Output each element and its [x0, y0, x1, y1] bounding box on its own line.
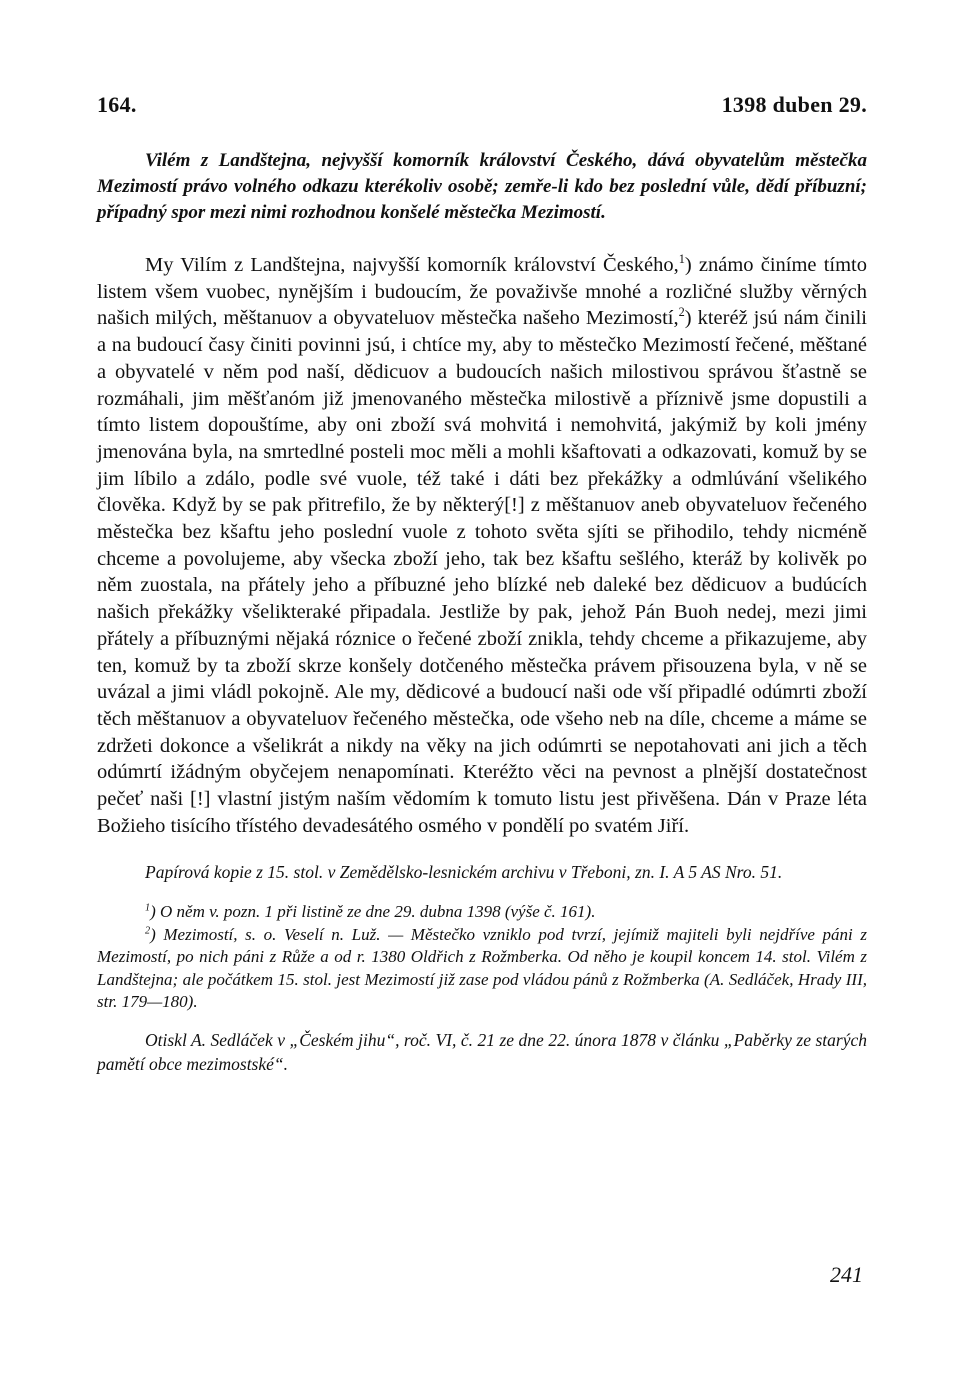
charter-text-part-2: ) známo činíme tímto listem všem vuobec, nynějším i budoucím, že považivše mnohé a rozličné služby věrných našich milých, měštanuov a obyvateluov městečka našeho Mezimostí, — [97, 254, 867, 330]
footnote-ref-2: 2 — [678, 305, 685, 320]
charter-text — [97, 252, 867, 839]
edition-note: Otiskl A. Sedláček v „Českém jihu“, roč. VI, č. 21 ze dne 22. února 1878 v článku „Paběrky ze starých pamětí obce mezimostské“. — [97, 1029, 867, 1074]
footnote-marker: 2 — [145, 925, 151, 937]
footnotes — [97, 901, 867, 1014]
footnote-ref-1: 1 — [678, 252, 685, 267]
page-content — [97, 92, 867, 1093]
document-header — [97, 92, 867, 118]
document-number: 164. — [97, 92, 137, 117]
charter-text-part-1: My Vilím z Landštejna, najvyšší komorník království Českého, — [145, 254, 679, 276]
footnote-marker: 1 — [145, 902, 151, 914]
footnote-text: ) O něm v. pozn. 1 při listině ze dne 29. dubna 1398 (výše č. 161). — [150, 902, 596, 922]
footnote-2 — [97, 924, 867, 1014]
footnote-text: ) Mezimostí, s. o. Veselí n. Luž. — Městečko vzniklo pod tvrzí, jejímiž majiteli byli nejdříve páni z Mezimostí, po nich páni z Růže a od r. 1380 Oldřich z Rožmberka. Od něho je koupil koncem 14. stol. Vilém z Landštejna; ale počátkem 15. stol. jest Mezimostí již zase pod vládou pánů z Rožmberka (A. Sedláček, Hrady III, str. 179—180). — [97, 924, 867, 1012]
page-number: 241 — [830, 1262, 863, 1287]
document-date: 1398 duben 29. — [721, 92, 867, 117]
charter-text-part-3: ) kteréž jsú nám činili a na budoucí časy činiti povinni jsú, i chtíce my, aby to městečko Mezimostí řečené, měštané a obyvatelé v něm pod naší, dědicuov a budoucích našich milostivou správou šťastně se rozmáhali, jim měšťanóm již jmenovaného městečka milostivě a příznivě jsme dopustili a tímto listem dopouštíme, aby oni zboží svá mohvitá i nemohvitá, jakýmiž by koli jmény jmenována byla, na smrtedlné posteli moc měli a mohli kšaftovati a odkazovati, komuž by se jim líbilo a zdálo, podle své vuole, též také i dáti bez překážky a odmlúvání všelikého člověka. Když by se pak přitrefilo, že by některý[!] z měštanuov aneb obyvateluov řečeného městečka bez kšaftu jeho poslední vuole z tohoto světa sjíti se přihodilo, tehdy nicméně chceme a povolujeme, aby všecka zboží jeho, tak bez kšaftu sešlého, kteráž by kolivěk po něm zuostala, na přátely jeho a příbuzné jeho blízké neb daleké bez dědicuov a budúcích našich překážky všelikteraké připadala. Jestliže by pak, jehož Pán Buoh nedej, mezi jimi přátely a příbuznými nějaká róznice o řečené zboží znikla, tehdy chceme a přikazujeme, aby ten, komuž by ta zboží skrze konšely dotčeného městečka právem přisouzena byla, v ně se uvázal a jimi vládl pokojně. Ale my, dědicové a budoucí naši ode vší připadlé odúmrti zboží těch měštanuov a obyvateluov řečeného městečka, ode všeho neb na díle, chceme a máme se zdržeti dokonce a všelikrát a nikdy na věky na jich odúmrti se nepotahovati ani jich a těch odúmrtí ižádným obyčejem nenapomínati. Kteréžto věci na pevnost a plnější dostatečnost pečeť naši [!] vlastní jistým naším vědomím k tomuto listu jest přivěšena. Dán v Praze léta Božieho tisícího třístého devadesátého osmého v pondělí po svatém Jiří. — [97, 307, 868, 837]
footnote-1 — [97, 901, 867, 924]
regest-summary: Vilém z Landštejna, nejvyšší komorník království Českého, dává obyvatelům městečka Mezimostí právo volného odkazu kterékoliv osobě; zemře-li kdo bez poslední vůle, dědí příbuzní; případný spor mezi nimi rozhodnou konšelé městečka Mezimostí. — [97, 150, 867, 223]
source-note: Papírová kopie z 15. stol. v Zemědělsko-lesnickém archivu v Třeboni, zn. I. A 5 AS Nro. 51. — [145, 861, 783, 882]
